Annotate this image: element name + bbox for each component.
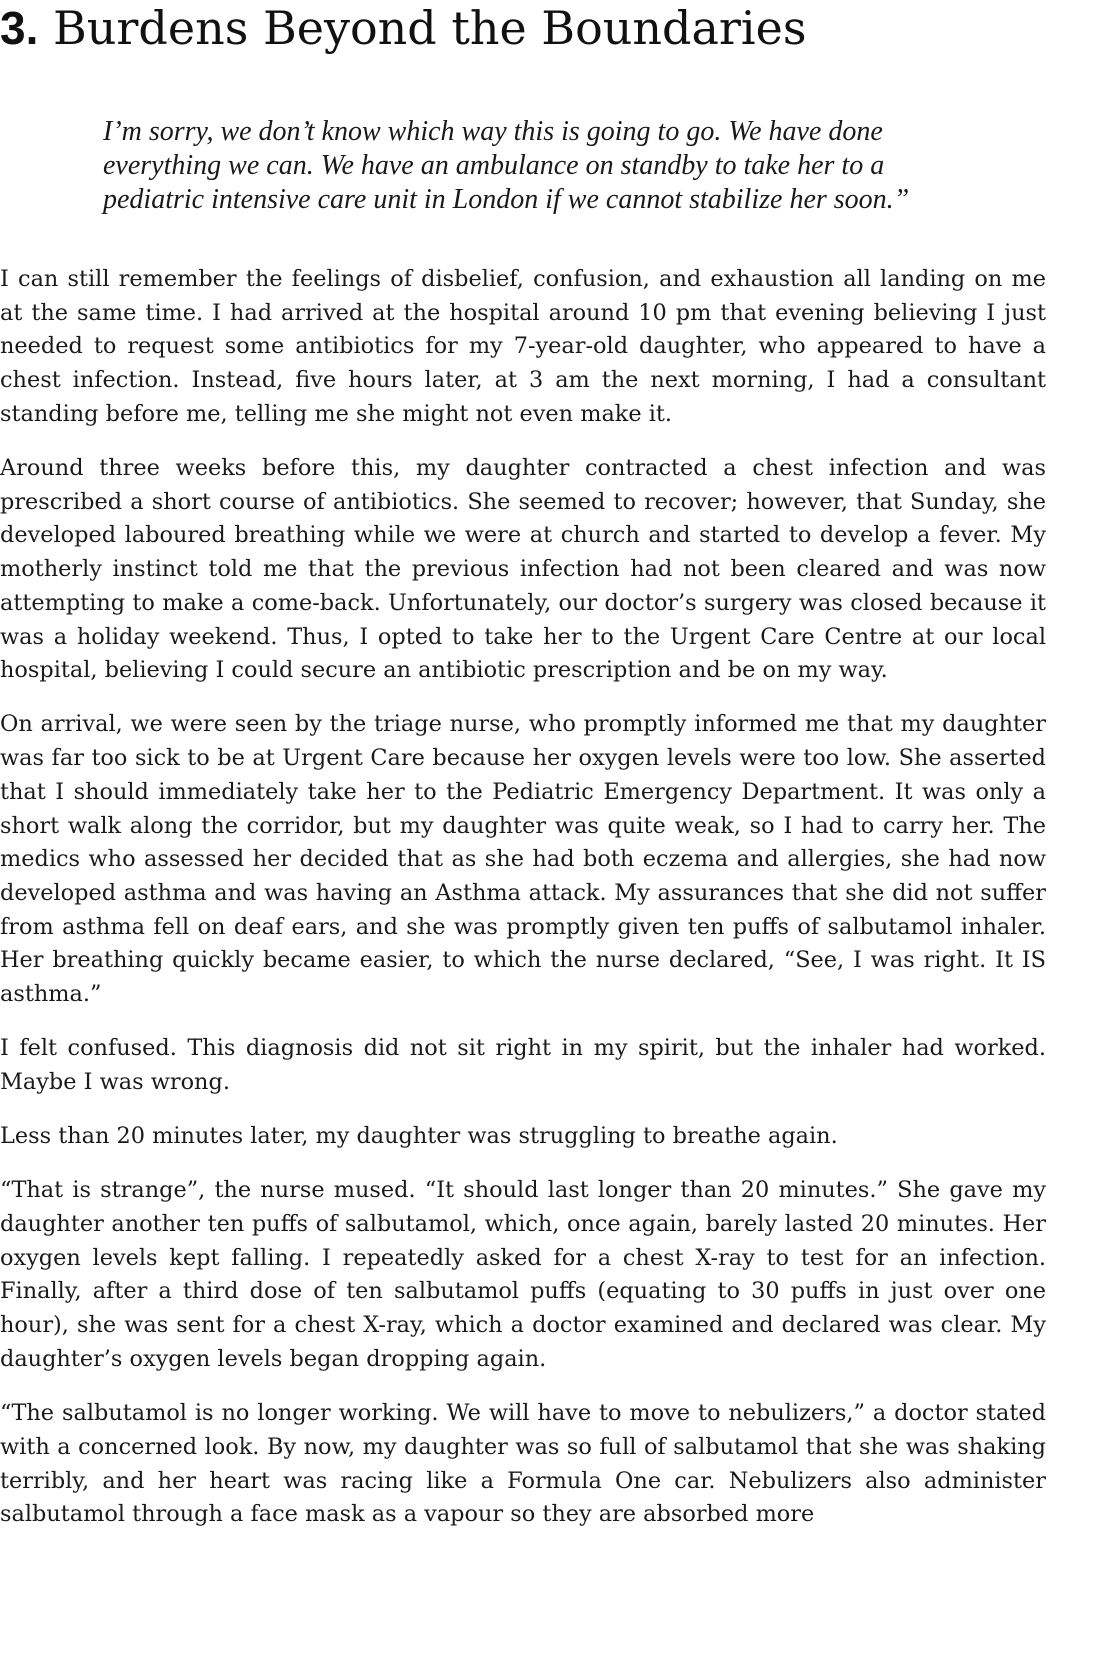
chapter-heading xyxy=(0,0,1046,60)
paragraph: Around three weeks before this, my daughter contracted a chest infection and was prescribed a short course of antibiotics. She seemed to recover; however, that Sunday, she developed laboured breathing while we were at church and started to develop a fever. My motherly instinct told me that the previous infection had not been cleared and was now attempting to make a come-back. Unfortunately, our doctor’s surgery was closed because it was a holiday weekend. Thus, I opted to take her to the Urgent Care Centre at our local hospital, believing I could secure an antibiotic prescription and be on my way. xyxy=(0,455,1046,684)
paragraph: “That is strange”, the nurse mused. “It should last longer than 20 minutes.” She gave my daughter another ten puffs of salbutamol, which, once again, barely lasted 20 minutes. Her oxygen levels kept falling. I repeatedly asked for a chest X-ray to test for an infection. Finally, after a third dose of ten salbutamol puffs (equating to 30 puffs in just over one hour), she was sent for a chest X-ray, which a doctor examined and declared was clear. My daughter’s oxygen levels began dropping again. xyxy=(0,1177,1046,1372)
epigraph-quote: I’m sorry, we don’t know which way this is going to go. We have done everything we can. We have an ambulance on standby to take her to a pediatric intensive care unit in London if we cannot stabilize her soon.” xyxy=(103,116,910,215)
body-text xyxy=(0,263,1046,1532)
paragraph: Less than 20 minutes later, my daughter was struggling to breathe again. xyxy=(0,1123,838,1150)
paragraph: “The salbutamol is no longer working. We will have to move to nebulizers,” a doctor stated with a concerned look. By now, my daughter was so full of salbutamol that she was shaking terribly, and her heart was racing like a Formula One car. Nebulizers also administer salbutamol through a face mask as a vapour so they are absorbed more xyxy=(0,1400,1046,1528)
paragraph: I can still remember the feelings of disbelief, confusion, and exhaustion all landing on me at the same time. I had arrived at the hospital around 10 pm that evening believing I just needed to request some antibiotics for my 7-year-old daughter, who appeared to have a chest infection. Instead, five hours later, at 3 am the next morning, I had a consultant standing before me, telling me she might not even make it. xyxy=(0,266,1046,427)
chapter-number: 3. xyxy=(0,2,39,54)
paragraph: On arrival, we were seen by the triage nurse, who promptly informed me that my daughter was far too sick to be at Urgent Care because her oxygen levels were too low. She asserted that I should immediately take her to the Pediatric Emergency Department. It was only a short walk along the corridor, but my daughter was quite weak, so I had to carry her. The medics who assessed her decided that as she had both eczema and allergies, she had now developed asthma and was having an Asthma attack. My assurances that she did not suffer from asthma fell on deaf ears, and she was promptly given ten puffs of salbutamol inhaler. Her breathing quickly became easier, to which the nurse declared, “See, I was right. It IS asthma.” xyxy=(0,711,1046,1008)
paragraph: I felt confused. This diagnosis did not sit right in my spirit, but the inhaler had worked. Maybe I was wrong. xyxy=(0,1035,1046,1095)
chapter-title: Burdens Beyond the Boundaries xyxy=(53,1,807,55)
